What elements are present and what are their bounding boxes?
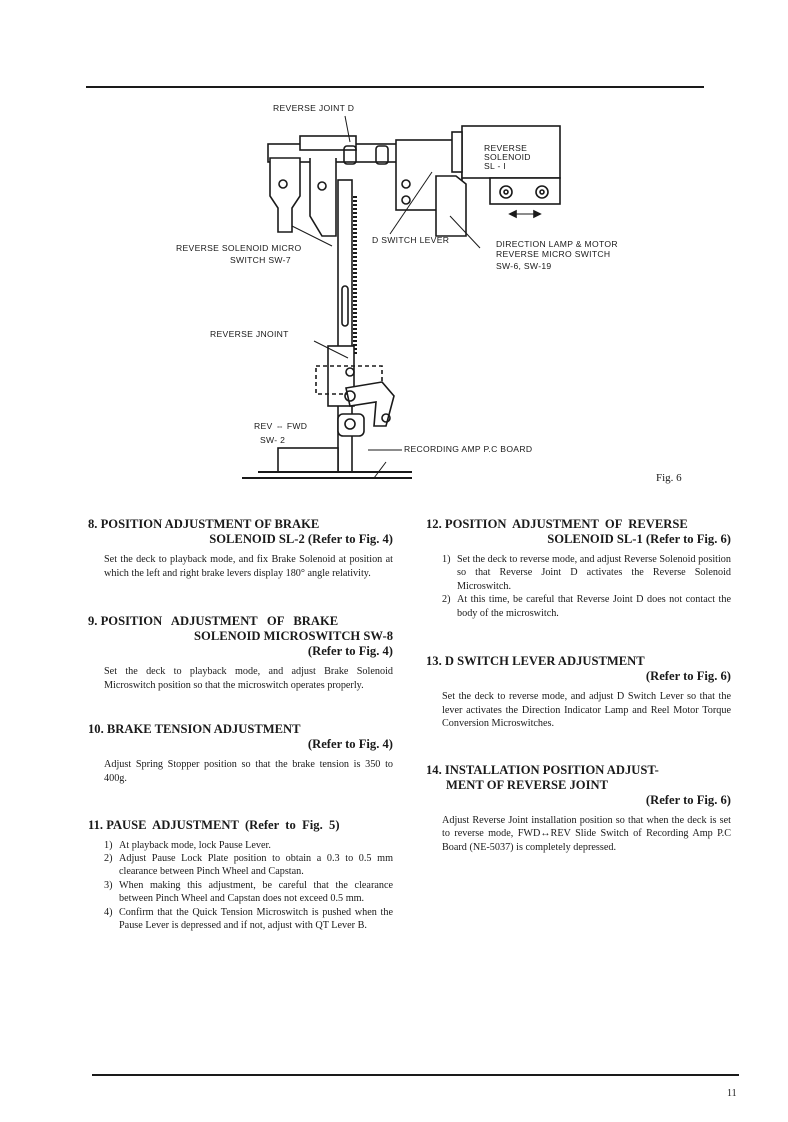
label-switch-sw7: SWITCH SW-7 <box>230 255 291 265</box>
section-10-heading-line2: (Refer to Fig. 4) <box>307 737 393 752</box>
section-9-body: Set the deck to playback mode, and adjust Brake Solenoid Microswitch position so that the microswitch operates properly. <box>104 666 393 691</box>
section-13-heading <box>426 654 731 684</box>
list-item: 2) At this time, be careful that Reverse Joint D does not contact the body of the microswitch. <box>442 594 731 619</box>
section-12-heading-line1: 12. POSITION ADJUSTMENT OF REVERSE <box>426 517 688 531</box>
label-reverse-solenoid-micro: REVERSE SOLENOID MICRO <box>176 243 302 253</box>
bottom-rule <box>92 1074 739 1076</box>
section-10 <box>88 722 393 785</box>
figure-caption: Fig. 6 <box>656 472 682 484</box>
section-9-heading <box>88 614 393 659</box>
section-8-heading-line2: SOLENOID SL-2 (Refer to Fig. 4) <box>209 532 393 546</box>
section-13-heading-line2: (Refer to Fig. 6) <box>645 669 731 684</box>
section-14-body: Adjust Reverse Joint installation position so that when the deck is set to reverse mode, FWD↔REV Slide Switch of Recording Amp P.C Board (NE-5037) is completely depressed. <box>442 814 731 853</box>
label-reverse-micro-switch: REVERSE MICRO SWITCH <box>496 249 611 259</box>
list-item: 1) Set the deck to reverse mode, and adjust Reverse Solenoid position so that Reverse Joint D activates the Reverse Solenoid Microswitch. <box>442 554 731 592</box>
section-14 <box>426 763 731 855</box>
list-item: 3) When making this adjustment, be careful that the clearance between Pinch Wheel and Capstan does not exceed 0.5 mm. <box>104 879 393 905</box>
section-12-heading <box>426 517 731 547</box>
section-8-body: Set the deck to playback mode, and fix Brake Solenoid at position at which the left and right brake levers display 180° angle relativity. <box>104 554 393 579</box>
section-10-heading <box>88 722 393 752</box>
left-column <box>88 517 393 932</box>
label-rev-fwd: REV ⇔ FWD <box>254 421 308 431</box>
section-13 <box>426 654 731 731</box>
label-sw2: SW- 2 <box>260 435 286 445</box>
section-14-heading-line3: (Refer to Fig. 6) <box>645 792 731 807</box>
section-9 <box>88 614 393 692</box>
list-item: 1) At playback mode, lock Pause Lever. <box>104 839 271 851</box>
section-9-heading-line1: 9. POSITION ADJUSTMENT OF BRAKE <box>88 614 339 629</box>
figure-6-diagram <box>150 96 670 486</box>
section-11-heading-line1: 11. PAUSE ADJUSTMENT (Refer to Fig. 5) <box>88 817 340 832</box>
section-14-heading <box>426 763 731 808</box>
label-direction-lamp: DIRECTION LAMP & MOTOR <box>496 239 618 249</box>
mechanism-drawing <box>150 96 670 486</box>
section-8-heading-line1: 8. POSITION ADJUSTMENT OF BRAKE <box>88 517 320 531</box>
section-8 <box>88 517 393 580</box>
page-number: 11 <box>727 1088 737 1099</box>
section-9-heading-line2: SOLENOID MICROSWITCH SW-8 <box>194 629 393 644</box>
section-13-body: Set the deck to reverse mode, and adjust D Switch Lever so that the lever activates the Direction Indicator Lamp and Reel Motor Torque Conversion Microswitches. <box>442 691 731 730</box>
section-12-list <box>442 553 731 620</box>
section-9-heading-line3: (Refer to Fig. 4) <box>307 644 393 659</box>
section-13-heading-line1: 13. D SWITCH LEVER ADJUSTMENT <box>426 654 645 669</box>
label-d-switch-lever: D SWITCH LEVER <box>372 235 450 245</box>
label-sw6-sw19: SW-6, SW-19 <box>496 261 552 271</box>
label-reverse-solenoid: REVERSE SOLENOID SL - I <box>484 143 531 172</box>
label-reverse-joint-d: REVERSE JOINT D <box>273 103 355 113</box>
section-14-heading-line2: MENT OF REVERSE JOINT <box>446 777 608 792</box>
section-14-heading-line1: 14. INSTALLATION POSITION ADJUST- <box>426 762 659 777</box>
section-12-heading-line2: SOLENOID SL-1 (Refer to Fig. 6) <box>547 532 731 546</box>
section-11 <box>88 818 393 933</box>
section-10-body: Adjust Spring Stopper position so that the brake tension is 350 to 400g. <box>104 759 393 784</box>
label-recording-amp: RECORDING AMP P.C BOARD <box>404 444 533 454</box>
section-10-heading-line1: 10. BRAKE TENSION ADJUSTMENT <box>88 722 301 737</box>
section-11-list <box>104 839 393 933</box>
right-column <box>426 517 731 855</box>
section-8-heading <box>88 517 393 547</box>
list-item: 2) Adjust Pause Lock Plate position to obtain a 0.3 to 0.5 mm clearance between Pinch Wheel and Capstan. <box>104 852 393 878</box>
section-12 <box>426 517 731 620</box>
list-item: 4) Confirm that the Quick Tension Microswitch is pushed when the Pause Lever is depressed and if not, adjust with QT Lever B. <box>104 906 393 931</box>
label-reverse-jnoint: REVERSE JNOINT <box>210 329 289 339</box>
top-rule <box>86 86 704 88</box>
section-11-heading <box>88 818 393 833</box>
